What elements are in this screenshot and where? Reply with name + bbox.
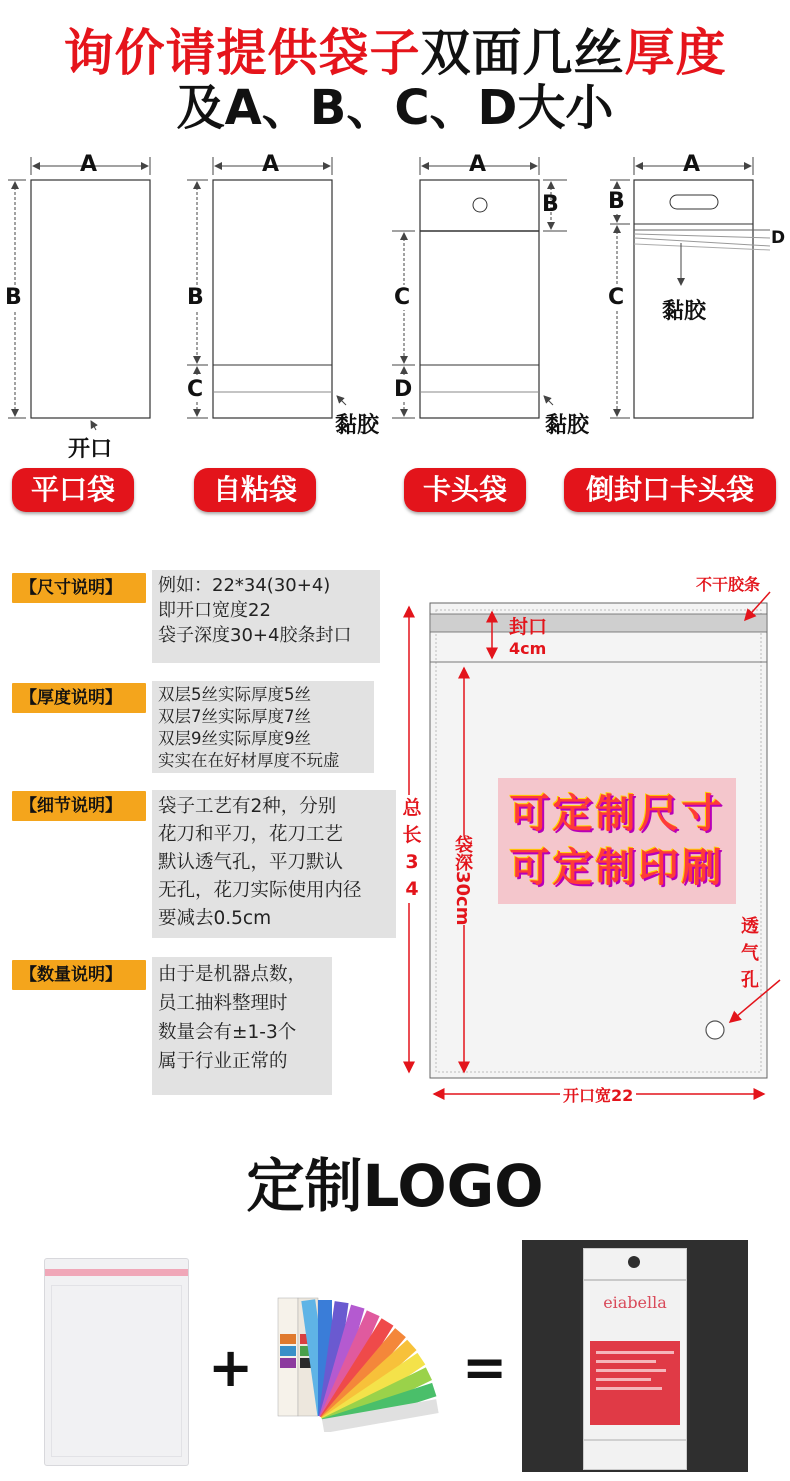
tag-flat-bag: 平口袋 (12, 468, 134, 512)
dim-c-label-4: C (608, 285, 625, 310)
promo-custom-size: 可定制尺寸 (509, 791, 725, 837)
thickness-line-2: 双层7丝实际厚度7丝 (158, 707, 311, 726)
seal-size-label: 4cm (509, 639, 547, 658)
bag-body (51, 1285, 182, 1457)
reverse-seal-bag-diagram (610, 157, 770, 418)
quantity-line-1: 由于是机器点数， (158, 964, 307, 985)
thickness-line-4: 实实在在好材厚度不玩虚 (158, 751, 340, 770)
equals-sign: = (462, 1336, 508, 1399)
printed-bag-photo (522, 1240, 748, 1472)
header-black-text: 双面几丝 (420, 24, 625, 82)
glue-label-4: 黏胶 (662, 299, 707, 324)
dim-c-label-3: C (394, 285, 411, 310)
thickness-line-1: 双层5丝实际厚度5丝 (158, 685, 311, 704)
dim-c-label-2: C (187, 377, 204, 402)
quantity-tag: 【数量说明】 (12, 960, 146, 990)
dim-b-label-1: B (5, 285, 22, 310)
promo-custom-print: 可定制印刷 (509, 845, 725, 891)
brand-text: eiabella (603, 1293, 667, 1312)
detail-line-5: 要减去0.5cm (158, 908, 272, 929)
self-seal-bag-diagram (187, 157, 346, 418)
dim-b-label-3: B (542, 192, 559, 217)
tag-header-card-bag: 卡头袋 (404, 468, 526, 512)
size-line-3: 袋子深度30+4胶条封口 (158, 625, 352, 646)
detail-tag: 【细节说明】 (12, 791, 146, 821)
seal-label: 封口 (509, 616, 548, 638)
header-line-2: 及A、B、C、D大小 (176, 80, 614, 136)
vent-hole-label: 透气孔 (741, 916, 759, 991)
printed-bag (583, 1248, 687, 1470)
glue-label-3: 黏胶 (545, 413, 590, 438)
glue-label-2: 黏胶 (335, 413, 380, 438)
dim-a-label-4: A (683, 152, 701, 177)
header-red-text-a: 询价请提供袋子 (63, 24, 421, 82)
thickness-line-3: 双层9丝实际厚度9丝 (158, 729, 311, 748)
detail-line-1: 袋子工艺有2种，分别 (158, 796, 337, 817)
detail-line-4: 无孔，花刀实际使用内径 (158, 880, 362, 901)
dim-d-label-3: D (394, 377, 413, 402)
dim-b-label-2: B (187, 285, 204, 310)
thickness-box (152, 681, 374, 773)
quantity-line-4: 属于行业正常的 (158, 1051, 288, 1072)
size-line-2: 即开口宽度22 (158, 600, 271, 621)
dim-d-label-4: D (771, 228, 786, 248)
size-tag: 【尺寸说明】 (12, 573, 146, 603)
dim-a-label-3: A (469, 152, 487, 177)
header-seal-line (584, 1279, 686, 1281)
depth-label: 袋深30cm (452, 835, 473, 926)
quantity-box (152, 957, 332, 1095)
open-label: 开口 (68, 437, 113, 462)
size-box (152, 570, 380, 663)
quantity-line-3: 数量会有±1-3个 (158, 1022, 297, 1043)
header-card-bag-diagram (392, 157, 567, 418)
thickness-tag: 【厚度说明】 (12, 683, 146, 713)
header-red-text-b: 厚度 (624, 24, 727, 82)
size-line-1: 例如：22*34(30+4) (158, 575, 331, 596)
dim-a-label-2: A (262, 152, 280, 177)
tag-self-seal-bag: 自粘袋 (194, 468, 316, 512)
flat-bag-diagram (8, 157, 150, 430)
printed-label-block (590, 1341, 680, 1425)
adhesive-strip-label: 不干胶条 (696, 575, 761, 594)
detail-box (152, 790, 396, 938)
custom-logo-title: 定制LOGO (246, 1152, 544, 1220)
tag-reverse-seal-bag: 倒封口卡头袋 (564, 468, 776, 512)
color-swatch-fan-image (270, 1292, 440, 1432)
detail-line-3: 默认透气孔，平刀默认 (158, 852, 344, 873)
plain-bag-image (44, 1258, 189, 1466)
dim-b-label-4: B (608, 189, 625, 214)
adhesive-strip (45, 1269, 188, 1276)
detail-line-2: 花刀和平刀，花刀工艺 (158, 824, 344, 845)
opening-width-label: 开口宽22 (560, 1083, 636, 1106)
dim-a-label-1: A (80, 152, 98, 177)
total-length-label: 总长34 (399, 795, 425, 903)
adhesive-seal-line (584, 1439, 686, 1441)
quantity-line-2: 员工抽料整理时 (158, 993, 288, 1014)
custom-promo-box (498, 778, 736, 904)
header-line-1 (0, 22, 790, 84)
hang-hole-icon (628, 1256, 640, 1268)
plus-sign: + (208, 1336, 254, 1399)
